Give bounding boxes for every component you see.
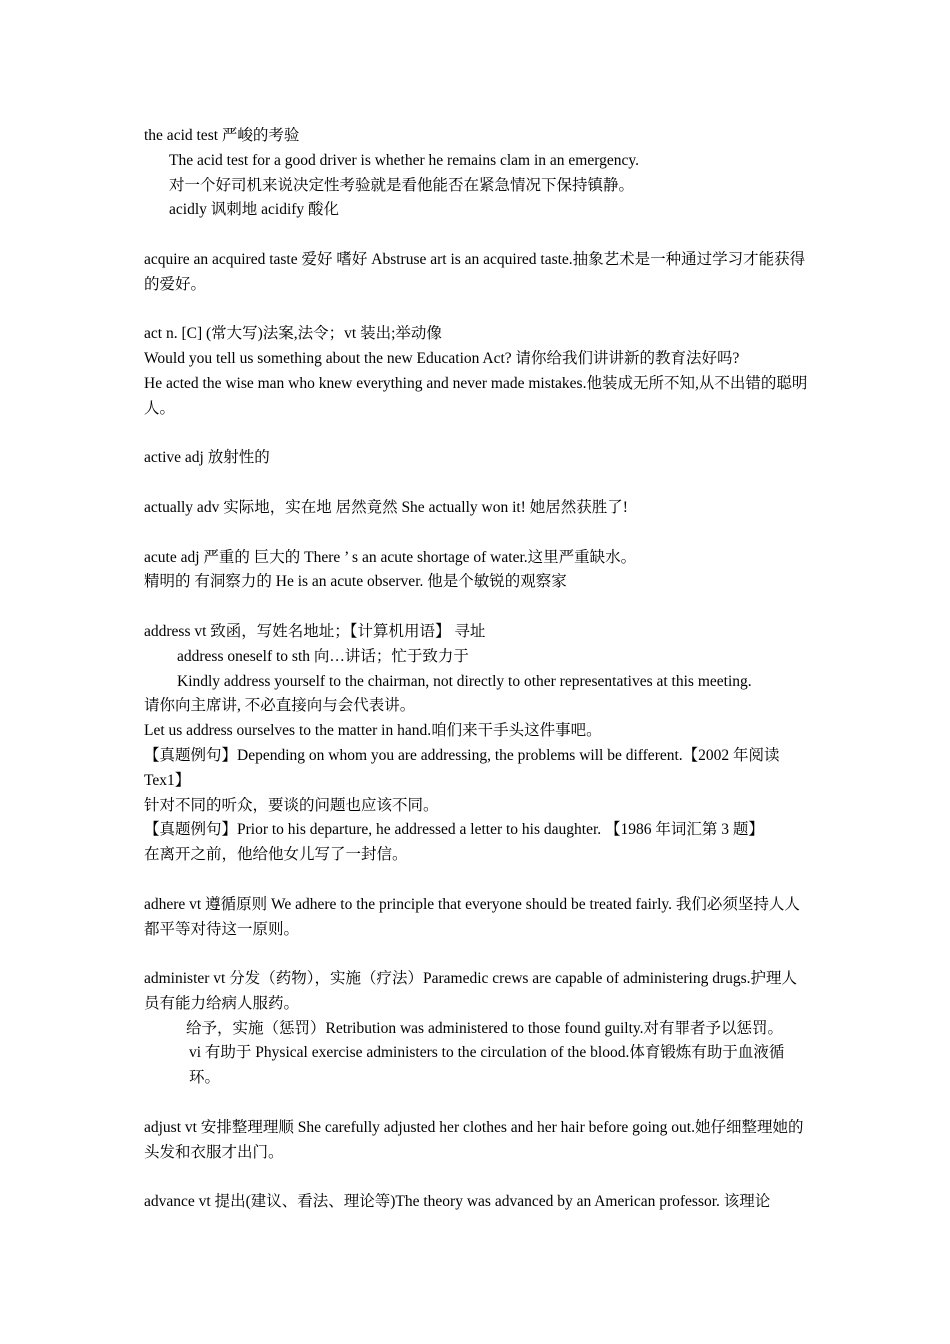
exam-example: 【真题例句】Depending on whom you are addressing, the problems will be different.【2002 年阅读 Tex1】	[144, 746, 780, 789]
sense-text: vi 有助于 Physical exercise administers to the circulation of the blood.体育锻炼有助于血液循环。	[189, 1044, 785, 1087]
entry-headword-line: advance vt 提出(建议、看法、理论等)The theory was advanced by an American professor. 该理论	[144, 1193, 771, 1211]
entry-advance	[144, 1190, 808, 1215]
entry-address	[144, 620, 808, 868]
example-translation: 在离开之前，他给他女儿写了一封信。	[144, 846, 408, 864]
example-sentence: The acid test for a good driver is whether he remains clam in an emergency.	[169, 151, 639, 169]
entry-headword-line: the acid test 严峻的考验	[144, 127, 300, 144]
example-translation: 针对不同的听众，要谈的问题也应该不同。	[144, 796, 439, 814]
entry-headword-line: address vt 致函，写姓名地址；【计算机用语】 寻址	[144, 622, 486, 640]
example-translation: 请你向主席讲, 不必直接向与会代表讲。	[144, 697, 416, 715]
document-page	[144, 124, 808, 1215]
spacer	[144, 595, 808, 620]
spacer	[144, 471, 808, 496]
entry-headword-line: adjust vt 安排整理理顺 She carefully adjusted her clothes and her hair before going out.她仔细整理她的头发和衣服才出门。	[144, 1118, 804, 1161]
entry-headword-line: acquire an acquired taste 爱好 嗜好 Abstruse art is an acquired taste.抽象艺术是一种通过学习才能获得的爱好。	[144, 250, 806, 293]
entry-headword-line: administer vt 分发（药物），实施（疗法）Paramedic crews are capable of administering drugs.护理人员有能力给病人服药。	[144, 970, 798, 1012]
sense-line: 精明的 有洞察力的 He is an acute observer. 他是个敏锐的观察家	[144, 573, 567, 591]
spacer	[144, 1165, 808, 1190]
sense-line	[144, 1041, 808, 1091]
spacer	[144, 868, 808, 893]
sense-line: 给予，实施（惩罚）Retribution was administered to those found guilty.对有罪者予以惩罚。	[186, 1019, 783, 1037]
spacer	[144, 521, 808, 546]
entry-headword-line: acute adj 严重的 巨大的 There ’ s an acute shortage of water.这里严重缺水。	[144, 548, 637, 566]
phrase-line: address oneself to sth 向…讲话；忙于致力于	[177, 647, 469, 665]
entry-headword-line: actually adv 实际地，实在地 居然竟然 She actually won it! 她居然获胜了!	[144, 498, 628, 516]
spacer	[144, 298, 808, 323]
entry-headword-line: adhere vt 遵循原则 We adhere to the principle that everyone should be treated fairly. 我们必须坚持人人都平等对待这一原则。	[144, 895, 800, 938]
example-translation: 对一个好司机来说决定性考验就是看他能否在紧急情况下保持镇静。	[169, 176, 635, 194]
entry-headword-line: active adj 放射性的	[144, 449, 270, 467]
entry-adjust	[144, 1116, 808, 1166]
entry-actually	[144, 496, 808, 521]
example-sentence: Would you tell us something about the new Education Act? 请你给我们讲讲新的教育法好吗?	[144, 350, 740, 368]
example-sentence: He acted the wise man who knew everything and never made mistakes.他装成无所不知,从不出错的聪明人。	[144, 374, 808, 417]
entry-acute	[144, 546, 808, 596]
entry-acquire	[144, 248, 808, 298]
entry-adhere	[144, 893, 808, 943]
entry-headword-line: act n. [C] (常大写)法案,法令；vt 装出;举动像	[144, 325, 442, 343]
spacer	[144, 223, 808, 248]
entry-acid-test	[144, 124, 808, 223]
entry-administer	[144, 967, 808, 1091]
example-sentence: Let us address ourselves to the matter in hand.咱们来干手头这件事吧。	[144, 722, 602, 740]
derived-words: acidly 讽刺地 acidify 酸化	[169, 201, 340, 219]
entry-active	[144, 446, 808, 471]
spacer	[144, 942, 808, 967]
exam-example: 【真题例句】Prior to his departure, he addressed a letter to his daughter. 【1986 年词汇第 3 题】	[144, 821, 764, 839]
spacer	[144, 1091, 808, 1116]
spacer	[144, 422, 808, 447]
entry-act	[144, 322, 808, 421]
example-sentence: Kindly address yourself to the chairman, not directly to other representatives at this meeting.	[177, 672, 752, 690]
